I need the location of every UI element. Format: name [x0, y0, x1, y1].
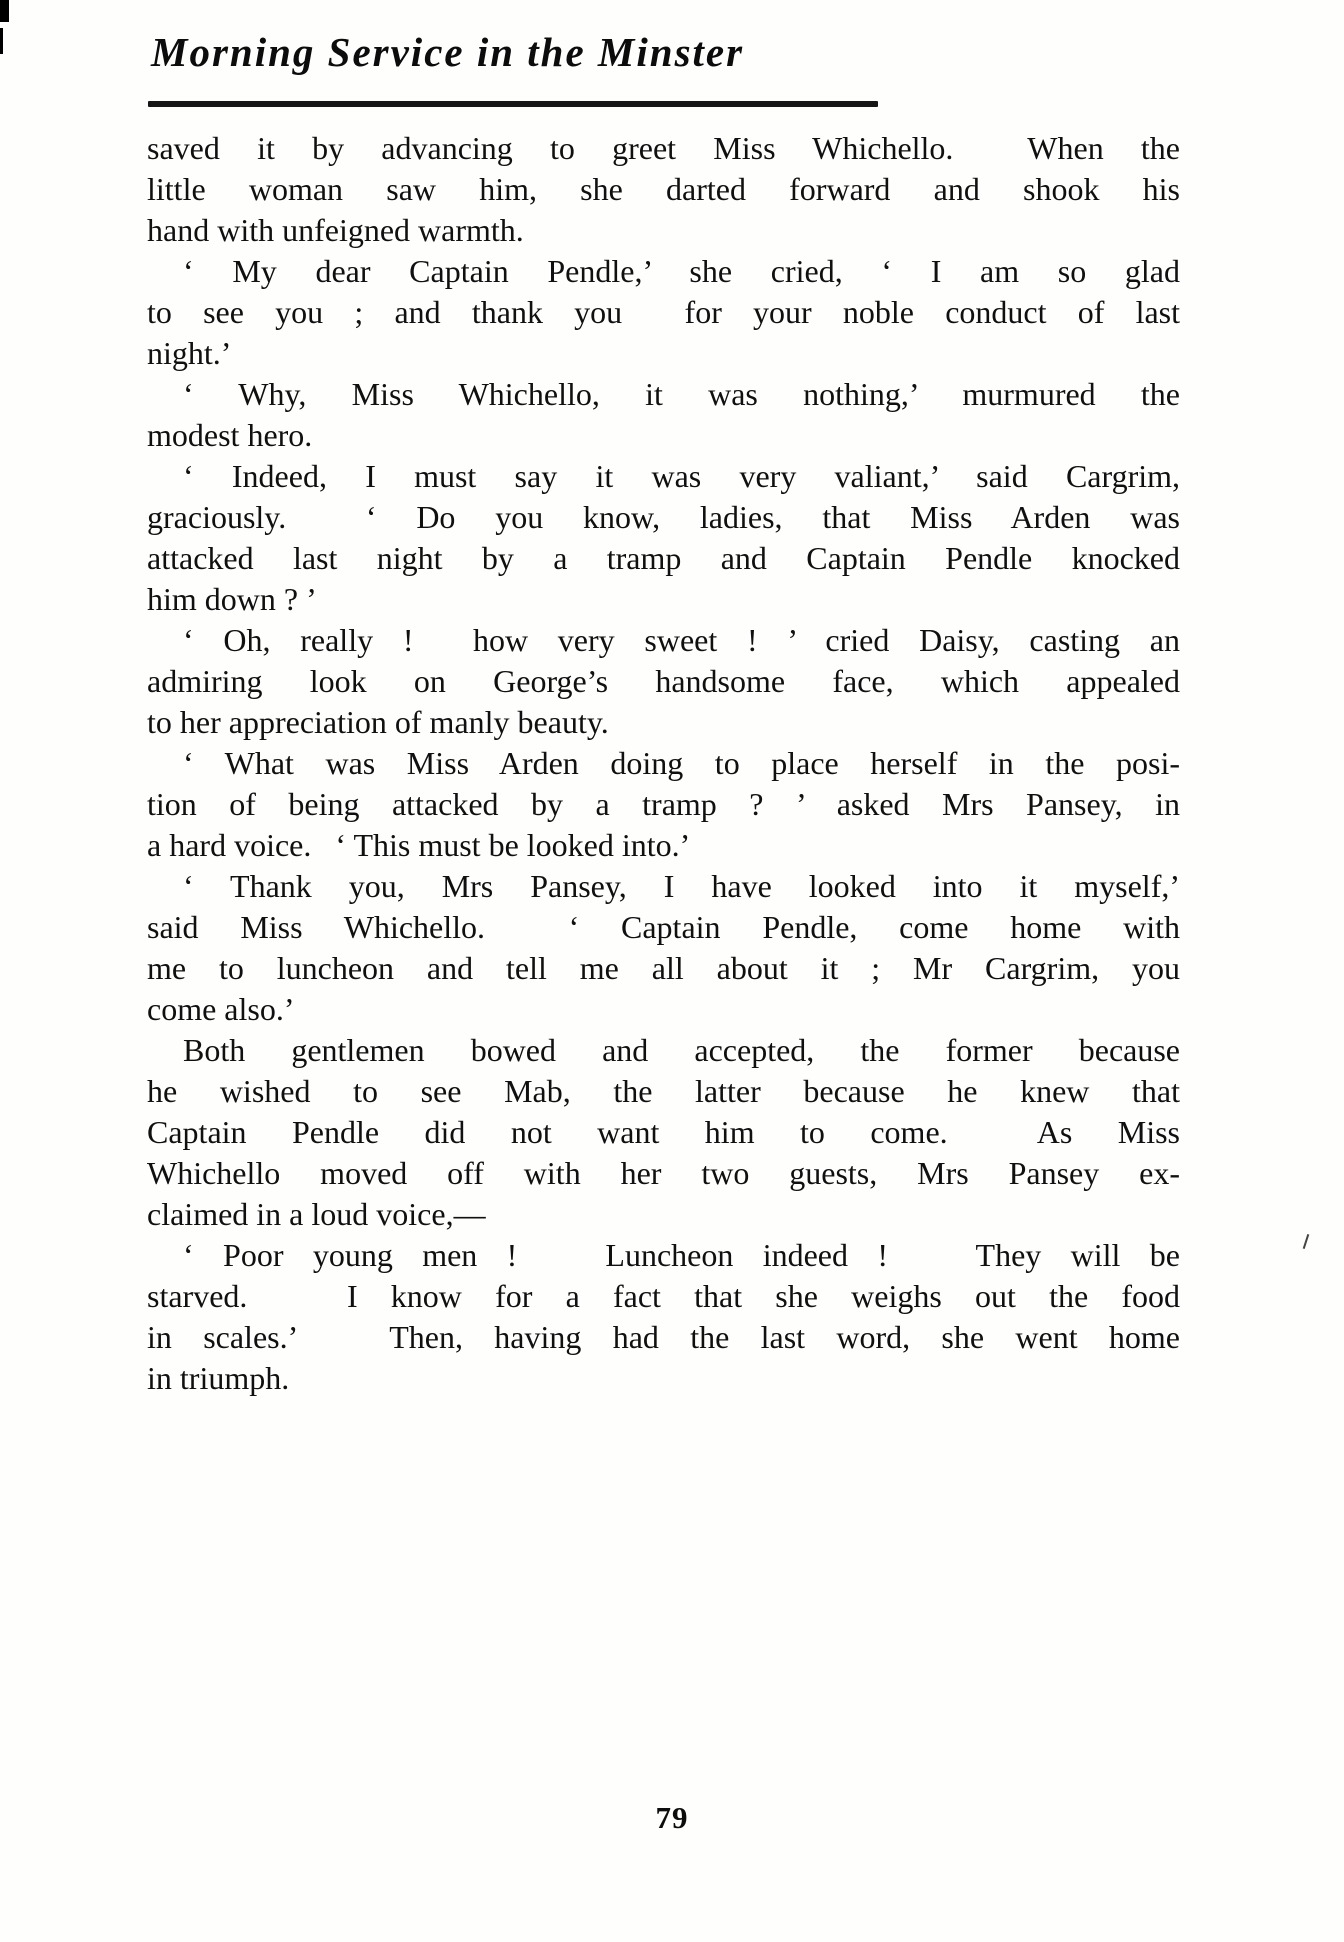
text-line: ‘ What was Miss Arden doing to place herself in the posi- [183, 745, 1180, 781]
text-line: him down ? ’ [147, 581, 317, 617]
text-line: little woman saw him, she darted forward and shook his [147, 171, 1180, 207]
text-line: he wished to see Mab, the latter because he knew that [147, 1073, 1180, 1109]
page-number: 79 [655, 1800, 689, 1835]
text-line: tion of being attacked by a tramp ? ’ asked Mrs Pansey, in [147, 786, 1180, 822]
text-line: ‘ Poor young men ! Luncheon indeed ! They will be [183, 1237, 1180, 1273]
header-rule [148, 101, 878, 107]
text-line: come also.’ [147, 991, 295, 1027]
scan-artifact [0, 28, 3, 54]
text-line: saved it by advancing to greet Miss Whichello. When the [147, 130, 1180, 166]
text-line: claimed in a loud voice,— [147, 1196, 486, 1232]
text-line: ‘ Indeed, I must say it was very valiant,’ said Cargrim, [183, 458, 1180, 494]
text-line: a hard voice. ‘ This must be looked into.’ [147, 827, 691, 863]
running-header-title: Morning Service in the Minster [151, 29, 745, 75]
text-line: graciously. ‘ Do you know, ladies, that Miss Arden was [147, 499, 1180, 535]
text-line: modest hero. [147, 417, 313, 453]
text-line: night.’ [147, 335, 232, 371]
text-line: attacked last night by a tramp and Captain Pendle knocked [147, 540, 1180, 576]
text-line: said Miss Whichello. ‘ Captain Pendle, come home with [147, 909, 1180, 945]
scan-artifact [1303, 1234, 1310, 1249]
text-line: in triumph. [147, 1360, 290, 1396]
text-line: to her appreciation of manly beauty. [147, 704, 609, 740]
text-line: ‘ My dear Captain Pendle,’ she cried, ‘ I am so glad [183, 253, 1180, 289]
text-line: hand with unfeigned warmth. [147, 212, 524, 248]
text-line: ‘ Oh, really ! how very sweet ! ’ cried Daisy, casting an [183, 622, 1180, 658]
page-body [147, 128, 1180, 1399]
text-line: to see you ; and thank you for your noble conduct of last [147, 294, 1180, 330]
text-line: in scales.’ Then, having had the last word, she went home [147, 1319, 1180, 1355]
text-line: admiring look on George’s handsome face, which appealed [147, 663, 1180, 699]
text-line: ‘ Why, Miss Whichello, it was nothing,’ murmured the [183, 376, 1180, 412]
text-line: starved. I know for a fact that she weighs out the food [147, 1278, 1180, 1314]
text-line: Both gentlemen bowed and accepted, the former because [183, 1032, 1180, 1068]
text-line: Captain Pendle did not want him to come. As Miss [147, 1114, 1180, 1150]
text-line: ‘ Thank you, Mrs Pansey, I have looked into it myself,’ [183, 868, 1180, 904]
text-line: me to luncheon and tell me all about it ; Mr Cargrim, you [147, 950, 1180, 986]
scan-artifact [0, 0, 9, 22]
text-line: Whichello moved off with her two guests, Mrs Pansey ex- [147, 1155, 1180, 1191]
